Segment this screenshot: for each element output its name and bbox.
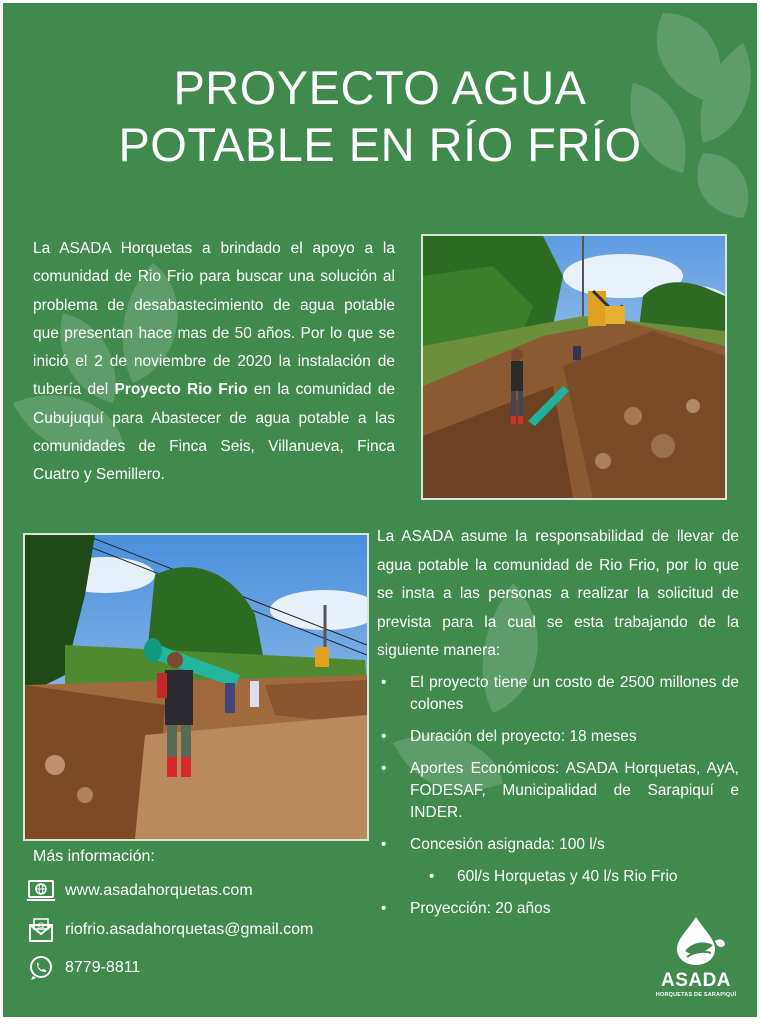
- project-details: [377, 523, 739, 930]
- title-line-2: POTABLE EN RÍO FRÍO: [118, 118, 642, 171]
- list-item: • Proyección: 20 años: [377, 898, 739, 920]
- intro-text-1: La ASADA Horquetas a brindado el apoyo a la comunidad de Rio Frio para buscar una solución al problema de desabastecimiento de agua potable que presentan hace mas de 50 años. Por lo que se inició el 2 de noviembre de 2020 la instalación de tubería del: [33, 240, 395, 399]
- email-link[interactable]: riofrio.asadahorquetas@gmail.com: [65, 921, 314, 938]
- list-item: • Duración del proyecto: 18 meses: [377, 726, 739, 748]
- intro-project-name: Proyecto Rio Frio: [114, 381, 248, 399]
- details-list: [377, 672, 739, 920]
- list-item: • Concesión asignada: 100 l/s: [377, 834, 739, 856]
- email-contact[interactable]: [25, 916, 313, 944]
- website-contact[interactable]: [25, 877, 253, 905]
- more-info-heading: Más información:: [33, 848, 155, 865]
- excavation-photo: [421, 234, 727, 500]
- sub-list-item: • 60l/s Horquetas y 40 l/s Rio Frio: [377, 866, 739, 888]
- page-title: [3, 59, 757, 173]
- list-item: • Aportes Económicos: ASADA Horquetas, AyA, FODESAF, Municipalidad de Sarapiquí e INDER.: [377, 758, 739, 824]
- asada-logo: [651, 915, 741, 1005]
- phone-contact[interactable]: [25, 954, 140, 982]
- pipe-worker-photo: [23, 533, 369, 841]
- logo-name: ASADA: [660, 970, 732, 991]
- list-item: • El proyecto tiene un costo de 2500 millones de colones: [377, 672, 739, 716]
- intro-text-2: en la comunidad de Cubujuquí para Abastecer de agua potable a las comunidades de Finca Seis, Villanueva, Finca Cuatro y Semillero.: [33, 381, 395, 484]
- details-paragraph: La ASADA asume la responsabilidad de llevar de agua potable la comunidad de Rio Frio, por lo que se insta a las personas a realizar la solicitud de prevista para la cual se esta trabajando de la siguiente manera:: [377, 528, 739, 659]
- phone-number[interactable]: 8779-8811: [65, 959, 141, 976]
- logo-subtitle: HORQUETAS DE SARAPIQUÍ: [655, 992, 737, 998]
- svg-text:@: @: [37, 921, 45, 930]
- water-drop-leaf-icon: [665, 915, 727, 967]
- whatsapp-icon: [25, 954, 57, 982]
- intro-paragraph: [33, 235, 395, 490]
- title-line-1: PROYECTO AGUA: [173, 61, 587, 114]
- email-icon: [25, 916, 57, 944]
- web-icon: [25, 877, 57, 905]
- website-link[interactable]: www.asadahorquetas.com: [65, 882, 253, 899]
- poster: [3, 3, 757, 1017]
